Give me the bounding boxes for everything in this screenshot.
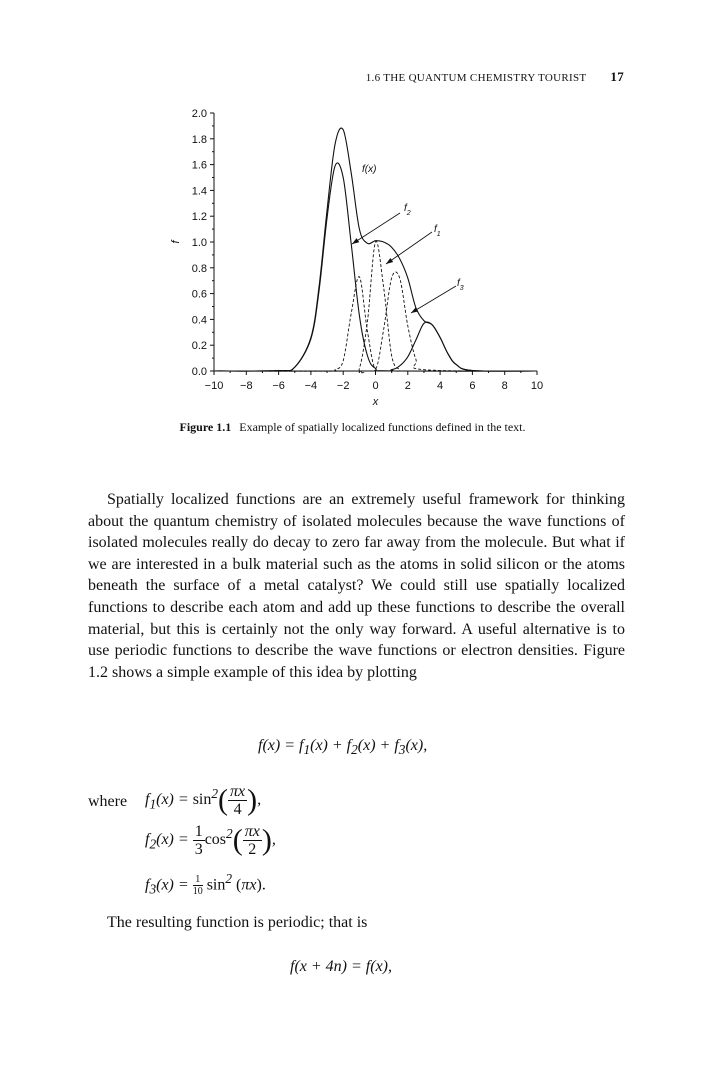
body-paragraph: Spatially localized functions are an extremely useful framework for thinking about the quantum chemistry of isolated molecules because the wave functions of isolated molecules really do decay to zero far away from the molecule. But what if we are interested in a bulk material such as the atoms in solid silicon or the atoms beneath the surface of a metal catalyst? We could still use spatially localized functions to describe each atom and add up these functions to describe the overall material, but this is certainly not the only way forward. A useful alternative is to use periodic functions to describe the wave functions or electron densities. Figure 1.2 shows a simple example of this idea by plotting	[88, 491, 625, 681]
series-f3-line	[214, 322, 537, 371]
figure-caption-text: Example of spatially localized functions defined in the text.	[239, 420, 526, 434]
series-f1-line	[214, 272, 537, 371]
y-tick-label: 0.6	[191, 288, 207, 301]
y-tick-label: 1.4	[191, 185, 207, 198]
x-tick-label: 0	[372, 380, 379, 392]
y-axis-label: f	[170, 240, 182, 244]
y-tick-label: 2.0	[191, 108, 207, 120]
x-tick-label: −6	[272, 380, 285, 392]
figure-label: Figure 1.1	[179, 420, 232, 434]
x-tick-label: −8	[240, 380, 253, 392]
series-f1-line	[214, 241, 537, 372]
annotation-arrowhead	[386, 258, 393, 264]
equation-f2: $f_2(x)$ = $\frac{1}{3}$ $\cos^2$( $\frac{\pi x}{2}$ ),	[145, 823, 276, 858]
x-tick-label: 6	[469, 380, 476, 392]
x-tick-label: −2	[336, 380, 350, 392]
page-number: 17	[610, 69, 624, 84]
x-axis-label: x	[372, 396, 379, 408]
equation-sum: $f(x) = f_1(x) + f_2(x) + f_3(x)$,	[258, 737, 428, 758]
x-tick-label: 8	[501, 380, 508, 392]
y-tick-label: 1.0	[191, 237, 207, 249]
x-tick-label: 10	[530, 380, 544, 392]
annotation-arrowhead	[352, 238, 359, 244]
equation-f3: $f_3(x)$ = $\frac{1}{10}$ $\sin^2 (\pi x)$.	[145, 871, 266, 898]
series-f2-line	[214, 163, 537, 371]
equation-periodic: f(x + 4n) = f(x),	[290, 958, 392, 975]
y-tick-label: 0.2	[191, 340, 207, 353]
figure-chart	[0, 0, 705, 420]
annotation-leader-line	[411, 286, 456, 313]
chart-annotations	[352, 164, 464, 313]
y-tick-label: 0.0	[191, 366, 207, 378]
section-title: 1.6 THE QUANTUM CHEMISTRY TOURIST	[365, 72, 587, 84]
annotation-arrowhead	[411, 307, 418, 313]
where-label: where	[88, 793, 128, 810]
x-tick-label: −4	[304, 380, 318, 392]
y-tick-label: 0.4	[191, 314, 207, 327]
x-tick-label: −10	[204, 380, 224, 392]
chart-axes	[170, 108, 543, 408]
equation-f1: $f_1(x) = \sin^2$( $\frac{\pi x}{4}$ ),	[145, 783, 262, 818]
x-tick-label: 2	[404, 380, 411, 392]
annotation-label-f2: $f_2$	[404, 203, 411, 217]
figure-caption	[0, 420, 705, 435]
annotation-label-fx: f(x)	[362, 164, 377, 175]
y-tick-label: 1.2	[191, 211, 207, 224]
body-paragraph-2: The resulting function is periodic; that is	[107, 914, 368, 931]
annotation-label-f1: $f_1$	[434, 224, 441, 238]
y-tick-label: 0.8	[191, 262, 207, 275]
x-tick-label: 4	[437, 380, 444, 392]
y-tick-label: 1.6	[191, 159, 207, 172]
y-tick-label: 1.8	[191, 133, 207, 146]
annotation-label-f3: $f_3$	[457, 278, 464, 292]
